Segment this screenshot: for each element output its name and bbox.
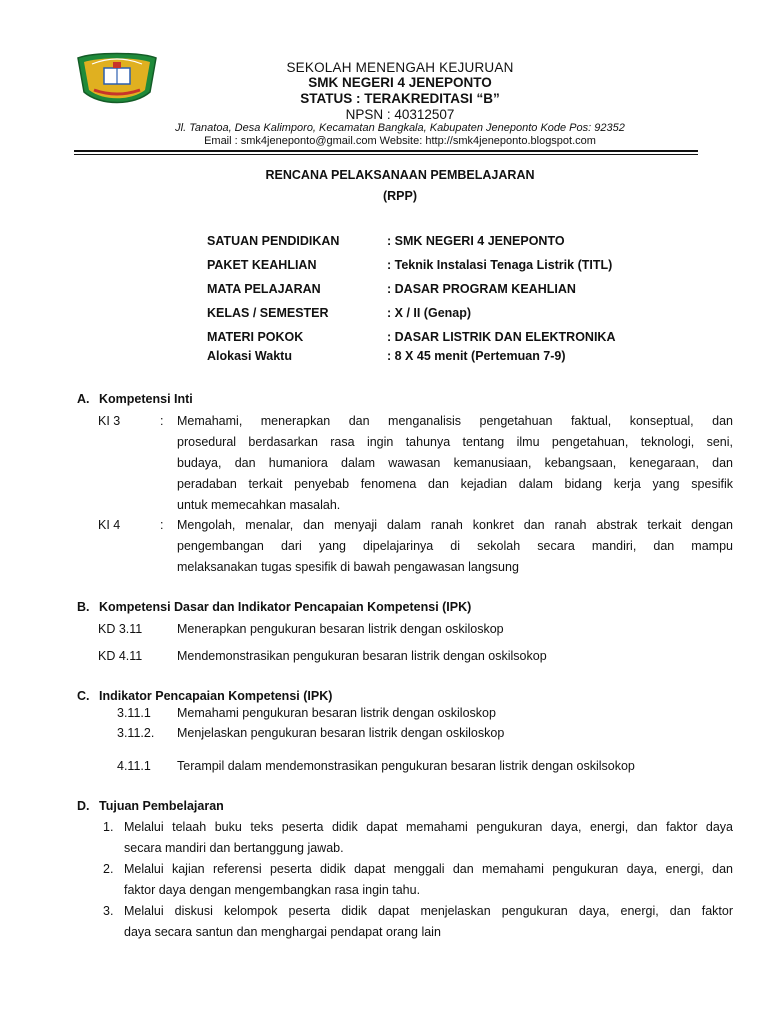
identity-label: PAKET KEAHLIAN	[207, 258, 317, 272]
document-subtitle: (RPP)	[382, 189, 418, 203]
identity-value: : Teknik Instalasi Tenaga Listrik (TITL)	[387, 258, 613, 272]
header-accreditation: STATUS : TERAKREDITASI “B”	[300, 91, 500, 106]
identity-label: Alokasi Waktu	[207, 349, 292, 363]
ipk-text: Terampil dalam mendemonstrasikan pengukuran besaran listrik dengan oskilsokop	[177, 759, 635, 773]
ki3-code: KI 3	[98, 414, 121, 428]
section-c-heading	[77, 689, 332, 703]
ki4-colon: :	[160, 518, 164, 532]
ipk-text: Memahami pengukuran besaran listrik dengan oskiloskop	[177, 706, 496, 720]
ipk-code: 3.11.2.	[117, 726, 155, 740]
section-letter: C.	[77, 689, 90, 703]
section-title: Tujuan Pembelajaran	[99, 799, 224, 813]
ki3-line: untuk memecahkan masalah.	[177, 498, 341, 512]
section-a-heading	[77, 392, 193, 406]
identity-label: SATUAN PENDIDIKAN	[207, 234, 340, 248]
objective-line: Melalui telaah buku teks peserta didik dapat memahami pengukuran daya, energi, dan faktor daya	[124, 820, 733, 834]
objective-line: daya secara santun dan menghargai pendapat orang lain	[124, 925, 441, 939]
ki3-line: prosedural berdasarkan rasa ingin tahunya tentang ilmu pengetahuan, teknologi, seni,	[177, 435, 733, 449]
kd-code: KD 4.11	[98, 649, 143, 663]
ipk-code: 3.11.1	[117, 706, 151, 720]
identity-label: KELAS / SEMESTER	[207, 306, 329, 320]
section-d-heading	[77, 799, 224, 813]
objective-number: 2.	[103, 862, 114, 876]
ki4-line: pengembangan dari yang dipelajarinya di sekolah secara mandiri, dan mampu	[177, 539, 733, 553]
identity-value: : 8 X 45 menit (Pertemuan 7-9)	[387, 349, 566, 363]
section-title: Kompetensi Inti	[99, 392, 193, 406]
kd-text: Mendemonstrasikan pengukuran besaran listrik dengan oskilsokop	[177, 649, 547, 663]
ki3-colon: :	[160, 414, 164, 428]
header-contact: Email : smk4jeneponto@gmail.com Website: http://smk4jeneponto.blogspot.com	[204, 135, 596, 147]
header-address: Jl. Tanatoa, Desa Kalimporo, Kecamatan Bangkala, Kabupaten Jeneponto Kode Pos: 92352	[175, 122, 625, 134]
identity-label: MATA PELAJARAN	[207, 282, 321, 296]
ki3-line: budaya, dan humaniora dalam wawasan kemanusiaan, kebangsaan, kenegaraan, dan	[177, 456, 733, 470]
ki4-line: Mengolah, menalar, dan menyaji dalam ranah konkret dan ranah abstrak terkait dengan	[177, 518, 733, 532]
identity-value: : DASAR PROGRAM KEAHLIAN	[387, 282, 576, 296]
header-divider-thick	[74, 150, 698, 152]
header-school-name: SMK NEGERI 4 JENEPONTO	[308, 75, 492, 90]
section-b-heading	[77, 600, 471, 614]
ki3-line: peradaban terkait penyebab fenomena dan kejadian dalam bidang kerja yang spesifik	[177, 477, 733, 491]
objective-line: Melalui diskusi kelompok peserta didik dapat menjelaskan pengukuran daya, energi, dan faktor	[124, 904, 733, 918]
objective-number: 3.	[103, 904, 114, 918]
section-letter: D.	[77, 799, 90, 813]
header-npsn: NPSN : 40312507	[345, 107, 455, 122]
document-title: RENCANA PELAKSANAAN PEMBELAJARAN	[265, 168, 535, 182]
section-title: Kompetensi Dasar dan Indikator Pencapaian Kompetensi (IPK)	[99, 600, 472, 614]
identity-value: : X / II (Genap)	[387, 306, 472, 320]
ipk-code: 4.11.1	[117, 759, 151, 773]
objective-line: faktor daya dengan mengembangkan rasa ingin tahu.	[124, 883, 421, 897]
ki4-code: KI 4	[98, 518, 121, 532]
section-title: Indikator Pencapaian Kompetensi (IPK)	[99, 689, 333, 703]
objective-number: 1.	[103, 820, 114, 834]
identity-value: : SMK NEGERI 4 JENEPONTO	[387, 234, 565, 248]
identity-value: : DASAR LISTRIK DAN ELEKTRONIKA	[387, 330, 616, 344]
header-school-type: SEKOLAH MENENGAH KEJURUAN	[286, 60, 514, 75]
section-letter: B.	[77, 600, 90, 614]
kd-text: Menerapkan pengukuran besaran listrik dengan oskiloskop	[177, 622, 504, 636]
ki3-line: Memahami, menerapkan dan menganalisis pengetahuan faktual, konseptual, dan	[177, 414, 733, 428]
objective-line: Melalui kajian referensi peserta didik dapat menggali dan memahami pengukuran daya, energi, dan	[124, 862, 733, 876]
section-letter: A.	[77, 392, 90, 406]
ipk-text: Menjelaskan pengukuran besaran listrik dengan oskiloskop	[177, 726, 505, 740]
identity-label: MATERI POKOK	[207, 330, 304, 344]
kd-code: KD 3.11	[98, 622, 143, 636]
objective-line: secara mandiri dan bertanggung jawab.	[124, 841, 344, 855]
ki4-line: melaksanakan tugas spesifik di bawah pengawasan langsung	[177, 560, 519, 574]
header-divider-thin	[74, 154, 698, 155]
